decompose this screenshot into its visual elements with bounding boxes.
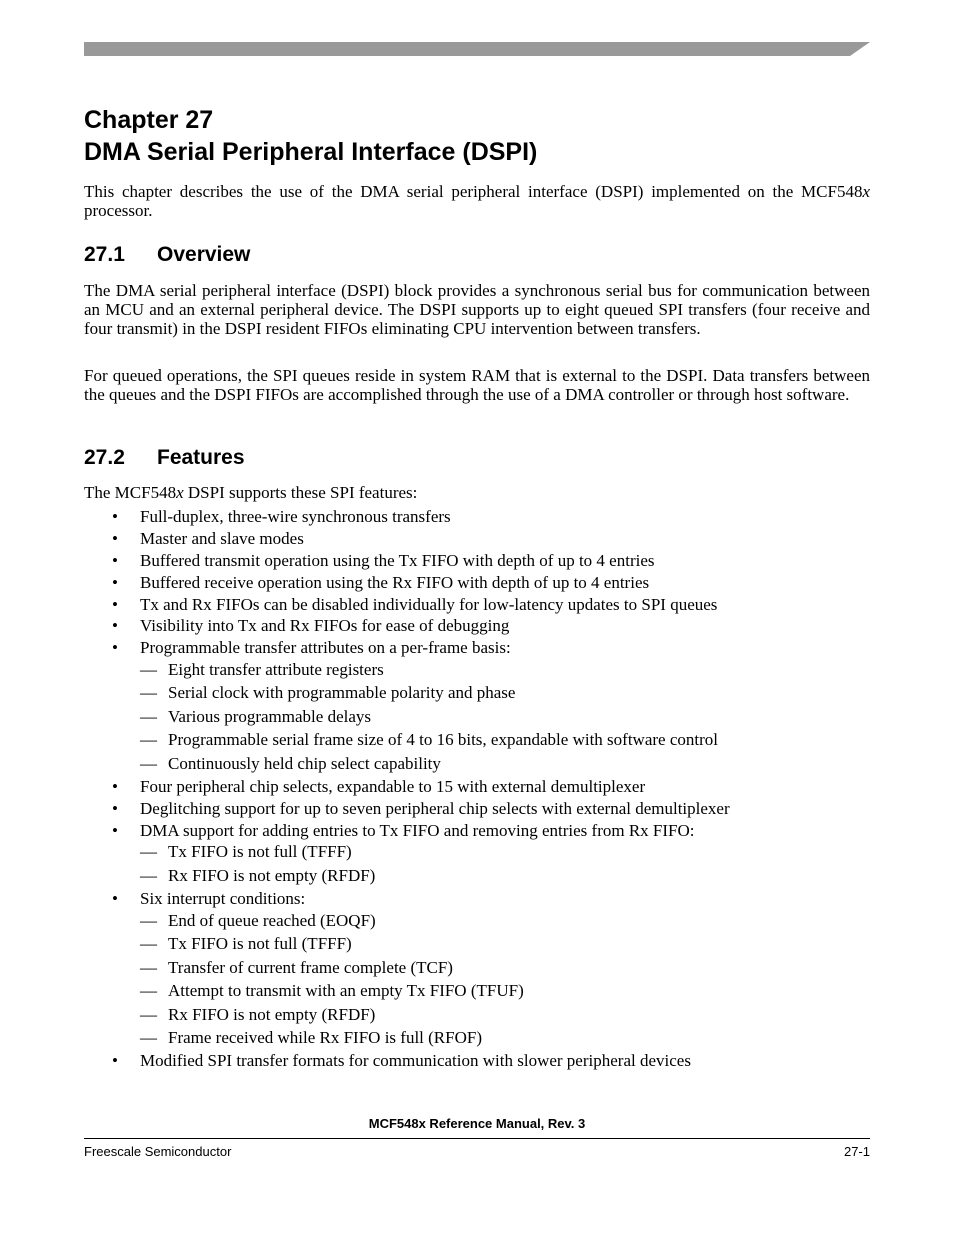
- chapter-title: [84, 104, 537, 168]
- list-item-text: Buffered receive operation using the Rx FIFO with depth of up to 4 entries: [140, 573, 650, 592]
- footer-page-number: 27-1: [843, 1144, 870, 1159]
- list-item-text: Eight transfer attribute registers: [168, 660, 384, 679]
- list-item-text: Modified SPI transfer formats for communication with slower peripheral devices: [140, 1051, 691, 1070]
- dash-marker: —: [140, 730, 157, 749]
- features-lead: [84, 483, 417, 502]
- bullet-marker: •: [112, 573, 118, 592]
- lead-text: The MCF548: [84, 483, 177, 502]
- list-item-text: Tx and Rx FIFOs can be disabled individually for low-latency updates to SPI queues: [140, 595, 718, 614]
- section-heading-features: [84, 446, 245, 470]
- list-item-text: DMA support for adding entries to Tx FIFO and removing entries from Rx FIFO:: [140, 821, 695, 840]
- list-item-text: Tx FIFO is not full (TFFF): [168, 934, 352, 953]
- list-item-text: Master and slave modes: [140, 529, 304, 548]
- list-item-text: Frame received while Rx FIFO is full (RFOF): [168, 1028, 482, 1047]
- list-item-text: Transfer of current frame complete (TCF): [168, 958, 453, 977]
- dash-marker: —: [140, 1005, 157, 1024]
- header-bar: [84, 42, 870, 56]
- dash-marker: —: [140, 1028, 157, 1047]
- list-item-text: Programmable transfer attributes on a per-frame basis:: [140, 638, 511, 657]
- dash-marker: —: [140, 707, 157, 726]
- section-title: Overview: [157, 243, 251, 266]
- list-item-text: Full-duplex, three-wire synchronous transfers: [140, 507, 451, 526]
- list-item-text: Visibility into Tx and Rx FIFOs for ease of debugging: [140, 616, 510, 635]
- list-item-text: End of queue reached (EOQF): [168, 911, 376, 930]
- intro-italic: x: [862, 182, 870, 201]
- dash-marker: —: [140, 981, 157, 1000]
- list-item-text: Serial clock with programmable polarity and phase: [168, 683, 516, 702]
- chapter-name: DMA Serial Peripheral Interface (DSPI): [84, 138, 538, 166]
- list-item-text: Continuously held chip select capability: [168, 754, 441, 773]
- dash-marker: —: [140, 911, 157, 930]
- section-heading-overview: [84, 243, 250, 267]
- dash-marker: —: [140, 958, 157, 977]
- list-item-text: Programmable serial frame size of 4 to 16 bits, expandable with software control: [168, 730, 718, 749]
- list-item-text: Buffered transmit operation using the Tx FIFO with depth of up to 4 entries: [140, 551, 655, 570]
- bullet-marker: •: [112, 889, 118, 908]
- dash-marker: —: [140, 754, 157, 773]
- footer-company: Freescale Semiconductor: [84, 1144, 232, 1159]
- intro-text: This chapter describes the use of the DMA serial peripheral interface (DSPI) implemented on the MCF548: [84, 182, 863, 201]
- list-item-text: Four peripheral chip selects, expandable to 15 with external demultiplexer: [140, 777, 646, 796]
- list-item-text: Attempt to transmit with an empty Tx FIFO (TFUF): [168, 981, 524, 1000]
- lead-italic: x: [176, 483, 184, 502]
- section-number: 27.1: [84, 243, 125, 266]
- bullet-marker: •: [112, 799, 118, 818]
- dash-marker: —: [140, 660, 157, 679]
- section-title: Features: [157, 446, 245, 469]
- dash-marker: —: [140, 842, 157, 861]
- bullet-marker: •: [112, 616, 118, 635]
- intro-text-end: processor.: [84, 201, 153, 220]
- lead-text-end: DSPI supports these SPI features:: [183, 483, 418, 502]
- dash-marker: —: [140, 683, 157, 702]
- bullet-marker: •: [112, 595, 118, 614]
- bullet-marker: •: [112, 507, 118, 526]
- list-item-text: Tx FIFO is not full (TFFF): [168, 842, 352, 861]
- section-number: 27.2: [84, 446, 125, 469]
- bullet-marker: •: [112, 638, 118, 657]
- bullet-marker: •: [112, 1051, 118, 1070]
- overview-paragraph-1: The DMA serial peripheral interface (DSPI) block provides a synchronous serial bus for communication between an MCU and an external peripheral device. The DSPI supports up to eight queued SPI transfers (four receive and four transmit) in the DSPI resident FIFOs eliminating CPU intervention between transfers.: [84, 281, 870, 338]
- footer-manual-title: MCF548x Reference Manual, Rev. 3: [368, 1116, 586, 1131]
- list-item-text: Various programmable delays: [168, 707, 371, 726]
- footer-divider: [84, 1138, 870, 1139]
- chapter-label: Chapter 27: [84, 106, 214, 134]
- bullet-marker: •: [112, 777, 118, 796]
- dash-marker: —: [140, 866, 157, 885]
- list-item-text: Deglitching support for up to seven peripheral chip selects with external demultiplexer: [140, 799, 730, 818]
- overview-paragraph-2: For queued operations, the SPI queues reside in system RAM that is external to the DSPI. Data transfers between the queues and the DSPI FIFOs are accomplished through the use of a DMA controller or through host software.: [84, 366, 870, 404]
- dash-marker: —: [140, 934, 157, 953]
- list-item-text: Six interrupt conditions:: [140, 889, 306, 908]
- bullet-marker: •: [112, 551, 118, 570]
- intro-paragraph: [84, 182, 870, 220]
- bullet-marker: •: [112, 529, 118, 548]
- list-item-text: Rx FIFO is not empty (RFDF): [168, 1005, 376, 1024]
- bullet-marker: •: [112, 821, 118, 840]
- list-item-text: Rx FIFO is not empty (RFDF): [168, 866, 376, 885]
